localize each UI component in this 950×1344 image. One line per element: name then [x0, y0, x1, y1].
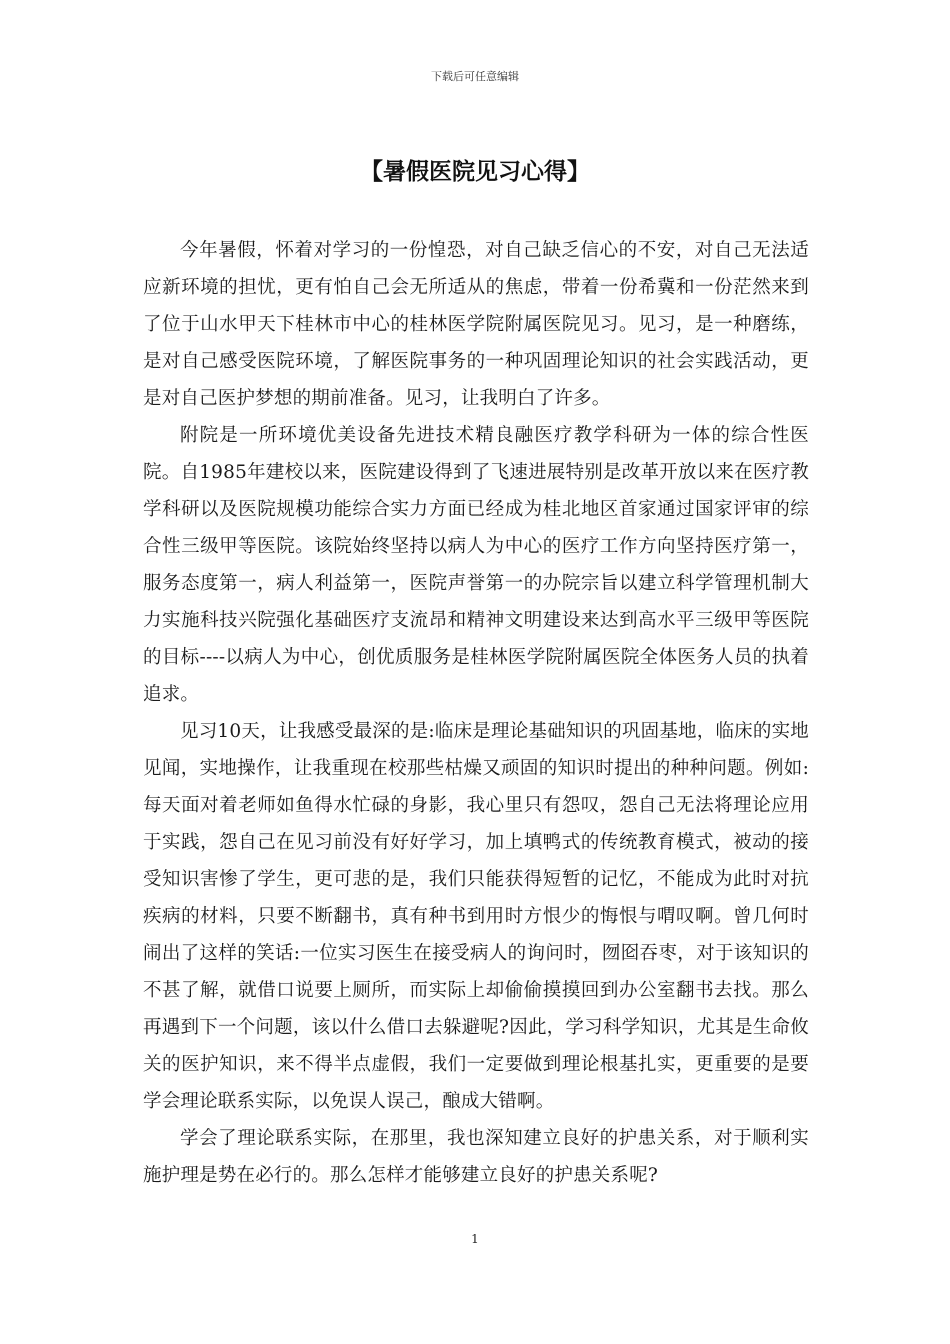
- page-number: 1: [471, 1232, 479, 1246]
- paragraph-3: 见习10天，让我感受最深的是:临床是理论基础知识的巩固基地，临床的实地见闻，实地操作，让我重现在校那些枯燥又顽固的知识时提出的种种问题。例如:每天面对着老师如鱼得水忙碌的身影，我心里只有怨叹，怨自己无法将理论应用于实践，怨自己在见习前没有好好学习，加上填鸭式的传统教育模式，被动的接受知识害惨了学生，更可悲的是，我们只能获得短暂的记忆，不能成为此时对抗疾病的材料，只要不断翻书，真有种书到用时方恨少的悔恨与喟叹啊。曾几何时闹出了这样的笑话:一位实习医生在接受病人的询问时，囫囵吞枣，对于该知识的不甚了解，就借口说要上厕所，而实际上却偷偷摸摸回到办公室翻书去找。那么再遇到下一个问题，该以什么借口去躲避呢?因此，学习科学知识，尤其是生命攸关的医护知识，来不得半点虚假，我们一定要做到理论根基扎实，更重要的是要学会理论联系实际，以免误人误己，酿成大错啊。: [143, 721, 809, 1112]
- page-header-note: 下载后可任意编辑: [431, 70, 519, 83]
- paragraph-2: 附院是一所环境优美设备先进技术精良融医疗教学科研为一体的综合性医院。自1985年建校以来，医院建设得到了飞速进展特别是改革开放以来在医疗教学科研以及医院规模功能综合实力方面已经成为桂北地区首家通过国家评审的综合性三级甲等医院。该院始终坚持以病人为中心的医疗工作方向坚持医疗第一，服务态度第一，病人利益第一，医院声誉第一的办院宗旨以建立科学管理机制大力实施科技兴院强化基础医疗支流昂和精神文明建设来达到高水平三级甲等医院的目标----以病人为中心，创优质服务是桂林医学院附属医院全体医务人员的执着追求。: [143, 425, 809, 705]
- document-title: 【暑假医院见习心得】: [360, 158, 590, 185]
- document-body: [143, 232, 809, 1194]
- paragraph-1: 今年暑假，怀着对学习的一份惶恐，对自己缺乏信心的不安，对自己无法适应新环境的担忧，更有怕自己会无所适从的焦虑，带着一份希冀和一份茫然来到了位于山水甲天下桂林市中心的桂林医学院附属医院见习。见习，是一种磨练，是对自己感受医院环境，了解医院事务的一种巩固理论知识的社会实践活动，更是对自己医护梦想的期前准备。见习，让我明白了许多。: [143, 240, 809, 409]
- paragraph-4: 学会了理论联系实际，在那里，我也深知建立良好的护患关系，对于顺利实施护理是势在必行的。那么怎样才能够建立良好的护患关系呢?: [143, 1128, 809, 1186]
